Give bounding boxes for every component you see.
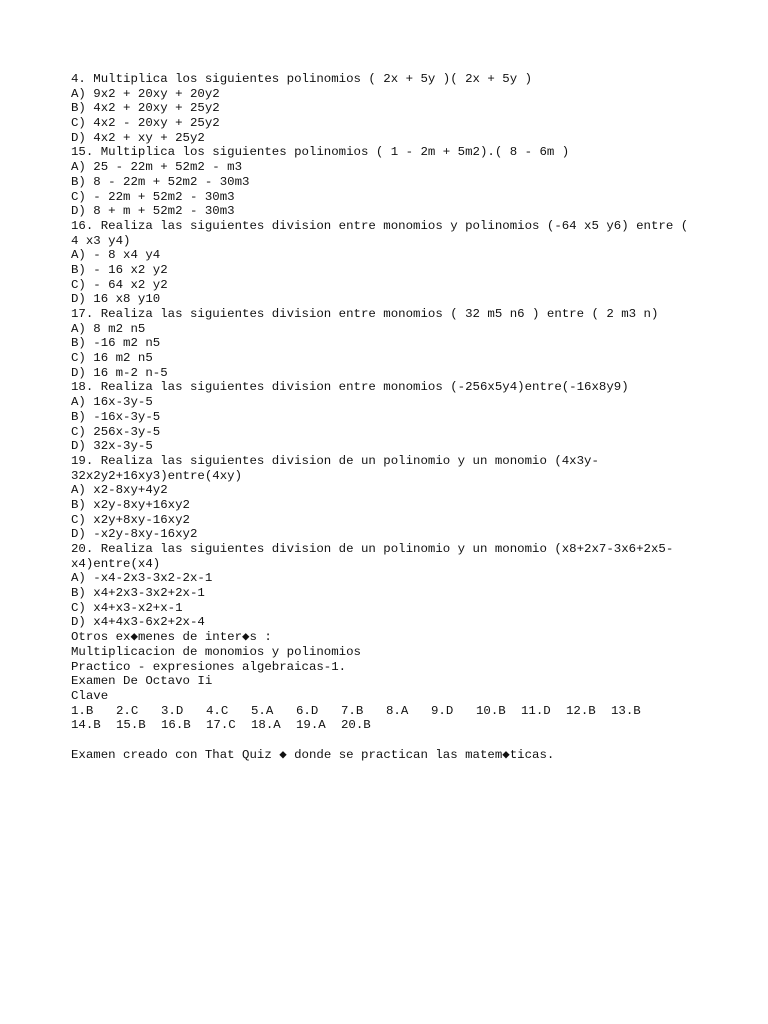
answer-option: D) 4x2 + xy + 25y2 <box>71 130 205 145</box>
answer-key-entry: 14.B <box>71 718 101 733</box>
answer-key-entry: 15.B <box>116 718 146 733</box>
answer-option: B) x4+2x3-3x2+2x-1 <box>71 586 205 601</box>
answer-option: B) 4x2 + 20xy + 25y2 <box>71 101 220 116</box>
answer-key <box>71 704 711 733</box>
answer-key-entry: 12.B <box>566 703 596 718</box>
answer-key-entry: 1.B <box>71 703 94 718</box>
other-exams-list <box>71 645 711 689</box>
answer-option: A) 9x2 + 20xy + 20y2 <box>71 86 220 101</box>
answer-option: A) 16x-3y-5 <box>71 395 153 410</box>
answer-key-entry: 7.B <box>341 703 364 718</box>
question <box>71 145 711 218</box>
answer-option: A) - 8 x4 y4 <box>71 248 161 263</box>
answer-key-label: Clave <box>71 688 109 703</box>
answer-option: B) -16 m2 n5 <box>71 336 161 351</box>
answer-option: A) 25 - 22m + 52m2 - m3 <box>71 160 243 175</box>
answer-key-entry: 10.B <box>476 703 506 718</box>
answer-key-entry: 16.B <box>161 718 191 733</box>
answer-option: D) 8 + m + 52m2 - 30m3 <box>71 204 235 219</box>
answer-key-entry: 3.D <box>161 703 184 718</box>
answer-option: C) x2y+8xy-16xy2 <box>71 512 190 527</box>
question <box>71 219 711 307</box>
answer-option: A) -x4-2x3-3x2-2x-1 <box>71 571 213 586</box>
answer-option: D) x4+4x3-6x2+2x-4 <box>71 615 205 630</box>
question-text: 17. Realiza las siguientes division entre monomios ( 32 m5 n6 ) entre ( 2 m3 n) <box>71 307 659 321</box>
question <box>71 380 711 453</box>
answer-option: C) - 64 x2 y2 <box>71 277 168 292</box>
answer-key-entry: 2.C <box>116 703 139 718</box>
question-text: 18. Realiza las siguientes division entre monomios (-256x5y4)entre(-16x8y9) <box>71 380 629 395</box>
question-text: 32x2y2+16xy3)entre(4xy) <box>71 468 243 483</box>
question-text: 19. Realiza las siguientes division de un polinomio y un monomio (4x3y- <box>71 453 599 468</box>
answer-option: A) x2-8xy+4y2 <box>71 483 168 498</box>
answer-key-row <box>71 718 711 733</box>
question-text: 20. Realiza las siguientes division de un polinomio y un monomio (x8+2x7-3x6+2x5- <box>71 542 674 556</box>
answer-option: D) 32x-3y-5 <box>71 439 153 454</box>
answer-key-entry: 19.A <box>296 718 326 733</box>
other-exams-heading: Otros ex◆menes de inter◆s : <box>71 630 272 645</box>
answer-option: B) - 16 x2 y2 <box>71 262 168 277</box>
answer-key-entry: 20.B <box>341 718 371 733</box>
answer-option: C) x4+x3-x2+x-1 <box>71 600 183 615</box>
answer-key-entry: 9.D <box>431 703 454 718</box>
answer-key-entry: 5.A <box>251 703 274 718</box>
answer-key-entry: 13.B <box>611 703 641 718</box>
answer-option: B) 8 - 22m + 52m2 - 30m3 <box>71 174 250 189</box>
question-text: x4)entre(x4) <box>71 556 161 571</box>
answer-option: D) 16 x8 y10 <box>71 292 161 307</box>
answer-key-entry: 18.A <box>251 718 281 733</box>
other-exam-link[interactable]: Practico - expresiones algebraicas-1. <box>71 659 347 674</box>
answer-option: C) 4x2 - 20xy + 25y2 <box>71 116 220 131</box>
answer-key-entry: 8.A <box>386 703 409 718</box>
answer-option: C) 256x-3y-5 <box>71 424 161 439</box>
question <box>71 307 711 380</box>
answer-key-entry: 4.C <box>206 703 229 718</box>
answer-key-entry: 11.D <box>521 703 551 718</box>
answer-key-row <box>71 704 711 719</box>
question-text: 4. Multiplica los siguientes polinomios ( 2x + 5y )( 2x + 5y ) <box>71 72 533 86</box>
exam-document <box>71 72 711 762</box>
answer-option: C) 16 m2 n5 <box>71 351 153 366</box>
question-text: 15. Multiplica los siguientes polinomios ( 1 - 2m + 5m2).( 8 - 6m ) <box>71 145 570 160</box>
answer-key-entry: 6.D <box>296 703 319 718</box>
question <box>71 72 711 145</box>
answer-option: B) -16x-3y-5 <box>71 409 161 424</box>
answer-option: A) 8 m2 n5 <box>71 321 146 336</box>
footer-text: Examen creado con That Quiz ◆ donde se practican las matem◆ticas. <box>71 747 555 762</box>
answer-key-entry: 17.C <box>206 718 236 733</box>
question <box>71 454 711 542</box>
answer-option: D) -x2y-8xy-16xy2 <box>71 527 198 542</box>
question <box>71 542 711 630</box>
question-text: 16. Realiza las siguientes division entre monomios y polinomios (-64 x5 y6) entre ( <box>71 218 689 233</box>
other-exam-link[interactable]: Examen De Octavo Ii <box>71 674 213 689</box>
answer-option: B) x2y-8xy+16xy2 <box>71 497 190 512</box>
question-text: 4 x3 y4) <box>71 233 131 248</box>
answer-option: D) 16 m-2 n-5 <box>71 365 168 380</box>
answer-option: C) - 22m + 52m2 - 30m3 <box>71 189 235 204</box>
question-list <box>71 72 711 630</box>
other-exam-link[interactable]: Multiplicacion de monomios y polinomios <box>71 644 361 659</box>
spacer <box>71 733 711 748</box>
